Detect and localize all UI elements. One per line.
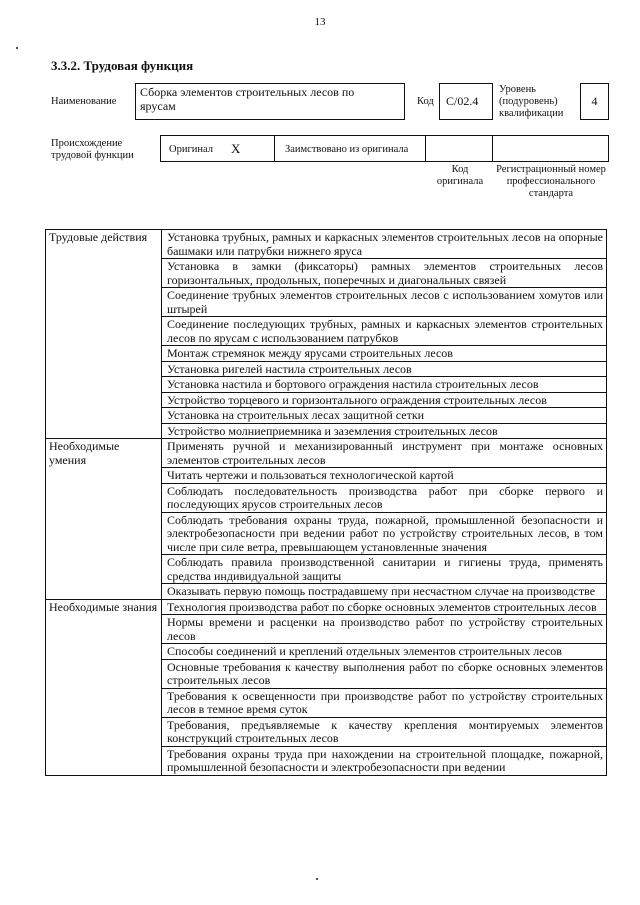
reg-number-caption: Регистрационный номер профессионального стандарта (496, 164, 606, 199)
table-cell: Устройство молниеприемника и заземления строительных лесов (162, 423, 607, 439)
table-cell: Установка на строительных лесах защитной сетки (162, 408, 607, 424)
table-row (46, 439, 607, 468)
code-box (439, 83, 493, 120)
table-cell: Соблюдать правила производственной санитарии и гигиены труда, применять средства индивидуальной защиты (162, 555, 607, 584)
table-cell: Требования к освещенности при производстве работ по устройству строительных лесов в темное время суток (162, 688, 607, 717)
scan-dot (16, 47, 18, 49)
table-cell: Требования охраны труда при нахождении на строительной площадке, пожарной, промышленной безопасности и электробезопасности при ведении (162, 746, 607, 775)
table-cell: Нормы времени и расценки на производство работ по устройству строительных лесов (162, 615, 607, 644)
table-cell: Применять ручной и механизированный инструмент при монтаже основных элементов строительных лесов (162, 439, 607, 468)
original-label: Оригинал (169, 144, 213, 155)
name-label: Наименование (51, 96, 117, 107)
page-number: 13 (314, 16, 326, 28)
code-original-caption: Код оригинала (436, 164, 484, 187)
table-cell: Требования, предъявляемые к качеству крепления монтируемых элементов конструкций строительных лесов (162, 717, 607, 746)
table-cell: Способы соединений и креплений отдельных элементов строительных лесов (162, 644, 607, 660)
table-row (46, 599, 607, 615)
code-value: C/02.4 (446, 94, 479, 108)
table-cell: Установка ригелей настила строительных лесов (162, 361, 607, 377)
table-cell: Установка настила и бортового ограждения настила строительных лесов (162, 377, 607, 393)
origin-original-cell (160, 135, 275, 162)
table-cell: Установка трубных, рамных и каркасных элементов строительных лесов на опорные башмаки или патрубки нижнего яруса (162, 230, 607, 259)
table-row (46, 230, 607, 259)
table-cell: Монтаж стремянок между ярусами строительных лесов (162, 346, 607, 362)
origin-label: Происхождение трудовой функции (51, 138, 134, 161)
code-original-cell (425, 135, 493, 162)
function-name-box (135, 83, 405, 120)
category-cell: Трудовые действия (46, 230, 162, 439)
category-cell: Необходимые знания (46, 599, 162, 775)
reg-number-cell (492, 135, 609, 162)
table-cell: Оказывать первую помощь пострадавшему при несчастном случае на производстве (162, 584, 607, 600)
function-details-table (45, 229, 607, 776)
borrowed-label: Заимствовано из оригинала (285, 144, 409, 155)
table-cell: Установка в замки (фиксаторы) рамных элементов строительных лесов горизонтальных, продольных, поперечных и диагональных связей (162, 259, 607, 288)
scan-dot (316, 878, 318, 880)
table-cell: Соблюдать требования охраны труда, пожарной, промышленной безопасности и электробезопасности при ведении работ по устройству строительных лесов, в том числе при силе ветра, превышающем установленные значения (162, 512, 607, 555)
table-cell: Технология производства работ по сборке основных элементов строительных лесов (162, 599, 607, 615)
function-name: Сборка элементов строительных лесов по ярусам (140, 85, 355, 113)
qualification-level-label: Уровень (подуровень) квалификации (499, 84, 564, 119)
level-value: 4 (591, 94, 598, 108)
origin-borrowed-cell (274, 135, 426, 162)
category-cell: Необходимые умения (46, 439, 162, 600)
table-cell: Соединение трубных элементов строительных лесов с использованием хомутов или штырей (162, 288, 607, 317)
section-title: 3.3.2. Трудовая функция (51, 58, 194, 73)
level-box (580, 83, 609, 120)
table-cell: Основные требования к качеству выполнения работ по сборке основных элементов строительных лесов (162, 659, 607, 688)
table-cell: Устройство торцевого и горизонтального ограждения строительных лесов (162, 392, 607, 408)
original-mark: X (231, 141, 241, 156)
table-cell: Читать чертежи и пользоваться технологической картой (162, 468, 607, 484)
table-cell: Соблюдать последовательность производства работ при сборке первого и последующих ярусов строительных лесов (162, 483, 607, 512)
code-label: Код (417, 96, 434, 107)
table-cell: Соединение последующих трубных, рамных и каркасных элементов строительных лесов по ярусам с использованием патрубков (162, 317, 607, 346)
